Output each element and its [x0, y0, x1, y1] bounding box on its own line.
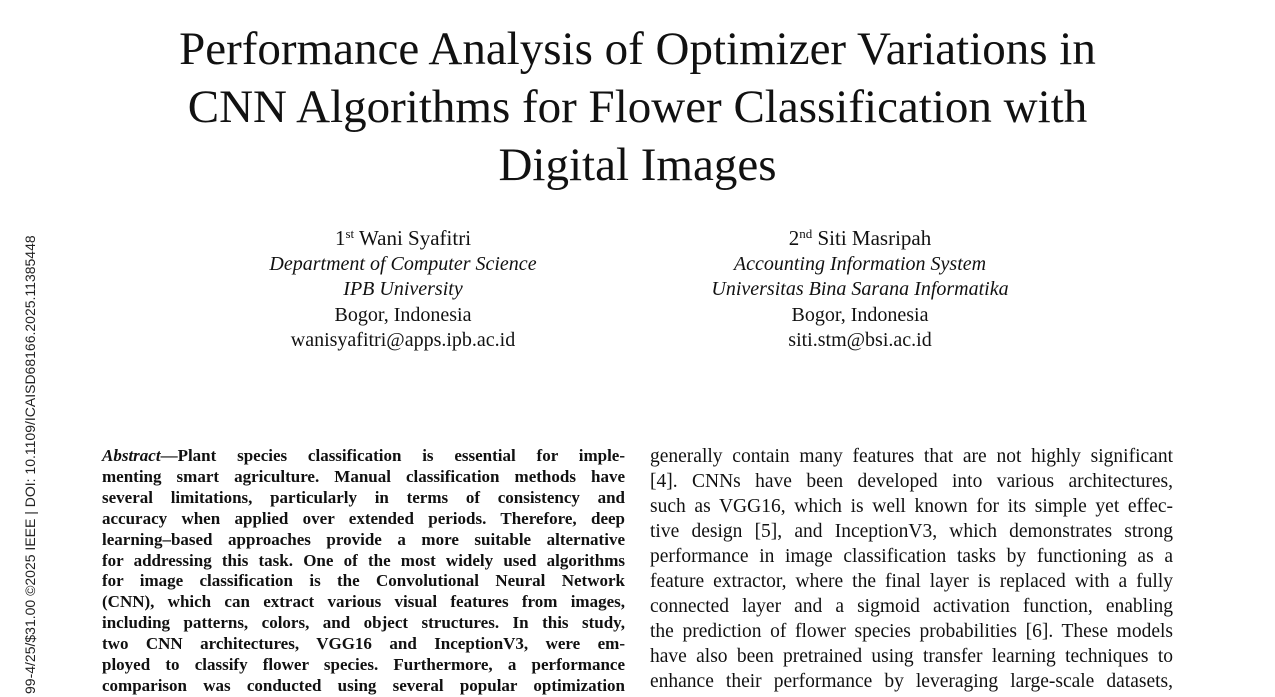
author-block-2: [640, 226, 1080, 354]
abstract-line: for addressing this task. One of the most widely used algorithms: [102, 550, 625, 570]
body-line: connected layer and a sigmoid activation function, enabling: [650, 596, 1173, 617]
body-line: such as VGG16, which is well known for its simple yet effec-: [650, 496, 1173, 517]
author-name-line: [183, 226, 623, 252]
abstract: [102, 446, 625, 697]
abstract-label: Abstract: [102, 446, 161, 465]
body-line: tive design [5], and InceptionV3, which demonstrates strong: [650, 521, 1173, 542]
author-email: wanisyafitri@apps.ipb.ac.id: [290, 329, 516, 351]
abstract-line: —Plant species classification is essential for imple-: [160, 446, 625, 465]
author-institution: IPB University: [343, 278, 463, 300]
paper-title: [100, 20, 1175, 194]
author-location: Bogor, Indonesia: [334, 303, 472, 326]
body-line: [4]. CNNs have been developed into various architectures,: [650, 471, 1173, 492]
author-email: siti.stm@bsi.ac.id: [788, 329, 932, 351]
abstract-line: two CNN architectures, VGG16 and InceptionV3, were em-: [102, 634, 625, 654]
author-department: Department of Computer Science: [269, 252, 537, 275]
title-line: CNN Algorithms for Flower Classification with: [187, 81, 1088, 133]
author-name: Wani Syafitri: [359, 226, 472, 250]
body-line: the prediction of flower species probabilities [6]. These models: [650, 621, 1173, 642]
author-ordinal: 1: [334, 226, 346, 250]
abstract-line: learning–based approaches provide a more suitable alternative: [102, 529, 625, 549]
abstract-line: accuracy when applied over extended periods. Therefore, deep: [102, 508, 625, 528]
abstract-line: (CNN), which can extract various visual features from images,: [102, 592, 625, 612]
author-location: Bogor, Indonesia: [791, 303, 929, 326]
title-line: Performance Analysis of Optimizer Variations in: [179, 23, 1096, 75]
body-line: performance in image classification tasks by functioning as a: [650, 546, 1173, 567]
author-ordinal-suffix: st: [345, 226, 355, 241]
body-line: have also been pretrained using transfer learning techniques to: [650, 646, 1173, 667]
body-line: enhance their performance by leveraging large-scale datasets,: [650, 671, 1173, 692]
author-block-1: [183, 226, 623, 354]
abstract-line: menting smart agriculture. Manual classification methods have: [102, 466, 625, 486]
author-department: Accounting Information System: [733, 252, 987, 275]
body-paragraph: [650, 444, 1173, 694]
abstract-line: for image classification is the Convolutional Neural Network: [102, 571, 625, 591]
author-institution: Universitas Bina Sarana Informatika: [711, 278, 1009, 300]
author-ordinal-suffix: nd: [799, 226, 813, 241]
author-ordinal: 2: [788, 226, 800, 250]
abstract-first-line: [102, 446, 625, 467]
abstract-line: including patterns, colors, and object structures. In this study,: [102, 613, 625, 633]
author-name: Siti Masripah: [817, 226, 932, 250]
abstract-line: ployed to classify flower species. Furthermore, a performance: [102, 655, 625, 675]
title-line: Digital Images: [498, 139, 777, 191]
abstract-line: several limitations, particularly in terms of consistency and: [102, 487, 625, 507]
body-line: generally contain many features that are not highly significant: [650, 446, 1173, 467]
doi-side-identifier: 99-4/25/$31.00 ©2025 IEEE | DOI: 10.1109/ICAISD68166.2025.11385448: [22, 235, 38, 694]
author-name-line: [640, 226, 1080, 252]
abstract-line: comparison was conducted using several popular optimization: [102, 675, 625, 695]
body-line: feature extractor, where the final layer is replaced with a fully: [650, 571, 1173, 592]
